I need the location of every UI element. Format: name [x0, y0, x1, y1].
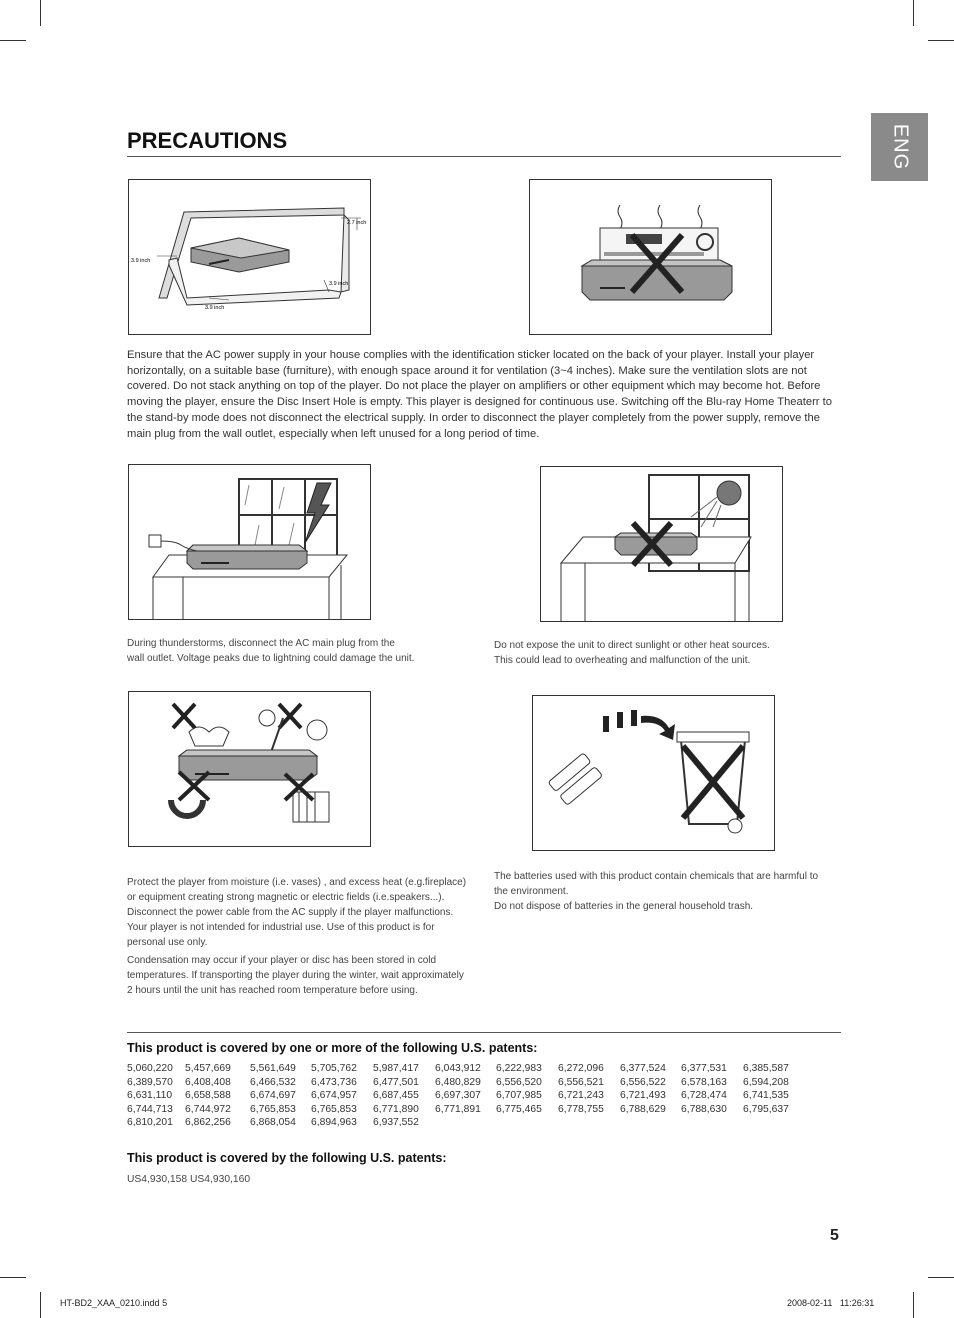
patent-number: 6,578,163: [681, 1076, 727, 1088]
no-stacking-on-amplifier-illustration: [529, 179, 772, 335]
patent-number: 6,937,552: [373, 1117, 419, 1129]
patent-number: 6,473,736: [311, 1076, 357, 1088]
patent-number: 6,385,587: [743, 1063, 789, 1074]
patent-number: 6,377,531: [681, 1063, 727, 1074]
patent-number: 6,721,243: [558, 1090, 604, 1102]
patent-number: 6,771,891: [435, 1103, 481, 1115]
patent-number: 6,788,629: [620, 1103, 666, 1115]
patent-number: 6,594,208: [743, 1076, 789, 1088]
direct-sunlight-illustration: [540, 466, 783, 622]
patent-number: 6,658,588: [185, 1090, 231, 1102]
patent-number: 6,741,535: [743, 1090, 789, 1102]
patent-number: 6,631,110: [127, 1090, 173, 1102]
sunlight-caption-line1: Do not expose the unit to direct sunlight or other heat sources.: [494, 640, 770, 651]
patent-number: 5,987,417: [373, 1063, 419, 1074]
sunlight-caption-line2: This could lead to overheating and malfunction of the unit.: [494, 655, 751, 666]
patent-number: 6,765,853: [311, 1103, 357, 1115]
page-title: PRECAUTIONS: [127, 128, 288, 153]
thunderstorm-caption-line2: wall outlet. Voltage peaks due to lightning could damage the unit.: [127, 653, 415, 664]
crop-mark: [913, 0, 914, 26]
clearance-label-bottom: 3.9 inch: [205, 305, 225, 311]
patent-number: 6,771,890: [373, 1103, 419, 1115]
sunlight-caption: [494, 638, 824, 668]
patent-number: 6,556,520: [496, 1076, 542, 1088]
patent-number: 6,272,096: [558, 1063, 604, 1074]
patent-number: 6,775,465: [496, 1103, 542, 1115]
patent-number: 6,556,522: [620, 1076, 666, 1088]
patent-number: 6,707,985: [496, 1090, 542, 1102]
footer-file: HT-BD2_XAA_0210.indd 5: [60, 1298, 168, 1308]
moisture-caption-p2: Condensation may occur if your player or disc has been stored in cold temperatures. If transporting the player during the winter, wait approximately 2 hours until the unit has reached room temperature before using.: [127, 955, 464, 996]
patent-number: 5,561,649: [250, 1063, 296, 1074]
patent-number: 6,788,630: [681, 1103, 727, 1115]
crop-mark: [928, 1277, 954, 1278]
patent-number: 6,697,307: [435, 1090, 481, 1102]
moisture-heat-magnetic-illustration: [128, 691, 371, 847]
patent-number: 6,674,957: [311, 1090, 357, 1102]
patent-number: 6,377,524: [620, 1063, 666, 1074]
patent-number: 6,810,201: [127, 1117, 173, 1129]
patent-number: 5,060,220: [127, 1063, 173, 1074]
title-rule: [127, 156, 841, 157]
patent-number: 6,778,755: [558, 1103, 604, 1115]
patent-number: 6,556,521: [558, 1076, 604, 1088]
patent-number: 6,862,256: [185, 1117, 231, 1129]
crop-mark: [40, 1292, 41, 1318]
clearance-label-right: 3.9 inch: [329, 281, 349, 287]
patent-number: 6,466,532: [250, 1076, 296, 1088]
batteries-caption-p2: Do not dispose of batteries in the general household trash.: [494, 901, 754, 912]
patent-number: 6,721,493: [620, 1090, 666, 1102]
batteries-caption: [494, 869, 834, 914]
moisture-caption: [127, 875, 467, 998]
thunderstorm-caption-line1: During thunderstorms, disconnect the AC main plug from the: [127, 638, 395, 649]
patents-heading-2: This product is covered by the following U.S. patents:: [127, 1151, 447, 1165]
patents-rule: [127, 1032, 841, 1033]
patent-number: 6,674,697: [250, 1090, 296, 1102]
patent-list-2: US4,930,158 US4,930,160: [127, 1174, 251, 1185]
crop-mark: [913, 1292, 914, 1318]
patent-number: 5,457,669: [185, 1063, 231, 1074]
crop-mark: [928, 40, 954, 41]
patent-number: 6,043,912: [435, 1063, 481, 1074]
batteries-caption-p1: The batteries used with this product contain chemicals that are harmful to the environment.: [494, 871, 819, 897]
patent-number: 6,894,963: [311, 1117, 357, 1129]
patent-number: 6,389,570: [127, 1076, 173, 1088]
patent-number: 6,744,972: [185, 1103, 231, 1115]
patent-number: 5,705,762: [311, 1063, 357, 1074]
ventilation-clearance-illustration: [128, 179, 371, 335]
patent-number: 6,408,408: [185, 1076, 231, 1088]
crop-mark: [0, 1277, 26, 1278]
thunderstorm-illustration: [128, 464, 371, 620]
language-tab-label: ENG: [889, 123, 911, 171]
ventilation-instructions: Ensure that the AC power supply in your house complies with the identification sticker located on the back of your player. Install your player horizontally, on a suitable base (furniture), with enough space around it for ventilation (3~4 inches). Make sure the ventilation slots are not covered. Do not stack anything on top of the player. Do not place the player on amplifiers or other equipment which may become hot. Before moving the player, ensure the Disc Insert Hole is empty. This player is designed for continuous use. Switching off the Blu-ray Home Theaterr to the stand-by mode does not disconnect the electrical supply. In order to disconnect the player completely from the power supply, remove the main plug from the wall outlet, especially when left unused for a long period of time.: [127, 349, 832, 440]
patent-list: [127, 1062, 827, 1130]
clearance-label-top: 2.7 inch: [347, 220, 367, 226]
patent-number: 6,687,455: [373, 1090, 419, 1102]
patent-number: 6,222,983: [496, 1063, 542, 1074]
crop-mark: [40, 0, 41, 26]
footer-date: 2008-02-11 11:26:31: [787, 1298, 875, 1308]
patents-heading: This product is covered by one or more of the following U.S. patents:: [127, 1041, 538, 1055]
patent-number: 6,480,829: [435, 1076, 481, 1088]
battery-disposal-illustration: [532, 695, 775, 851]
thunderstorm-caption: [127, 636, 457, 666]
clearance-label-left: 3.9 inch: [131, 258, 151, 264]
patent-number: 6,765,853: [250, 1103, 296, 1115]
patent-number: 6,477,501: [373, 1076, 419, 1088]
moisture-caption-p1: Protect the player from moisture (i.e. vases) , and excess heat (e.g.fireplace) or equipment creating strong magnetic or electric fields (i.e.speakers...). Disconnect the power cable from the AC supply if the player malfunctions. Your player is not intended for industrial use. Use of this product is for personal use only.: [127, 877, 467, 948]
patent-number: 6,744,713: [127, 1103, 173, 1115]
patent-number: 6,728,474: [681, 1090, 727, 1102]
crop-mark: [0, 40, 26, 41]
patent-number: 6,795,637: [743, 1103, 789, 1115]
patent-number: 6,868,054: [250, 1117, 296, 1129]
language-tab: [871, 113, 928, 181]
page-number: 5: [830, 1227, 839, 1244]
